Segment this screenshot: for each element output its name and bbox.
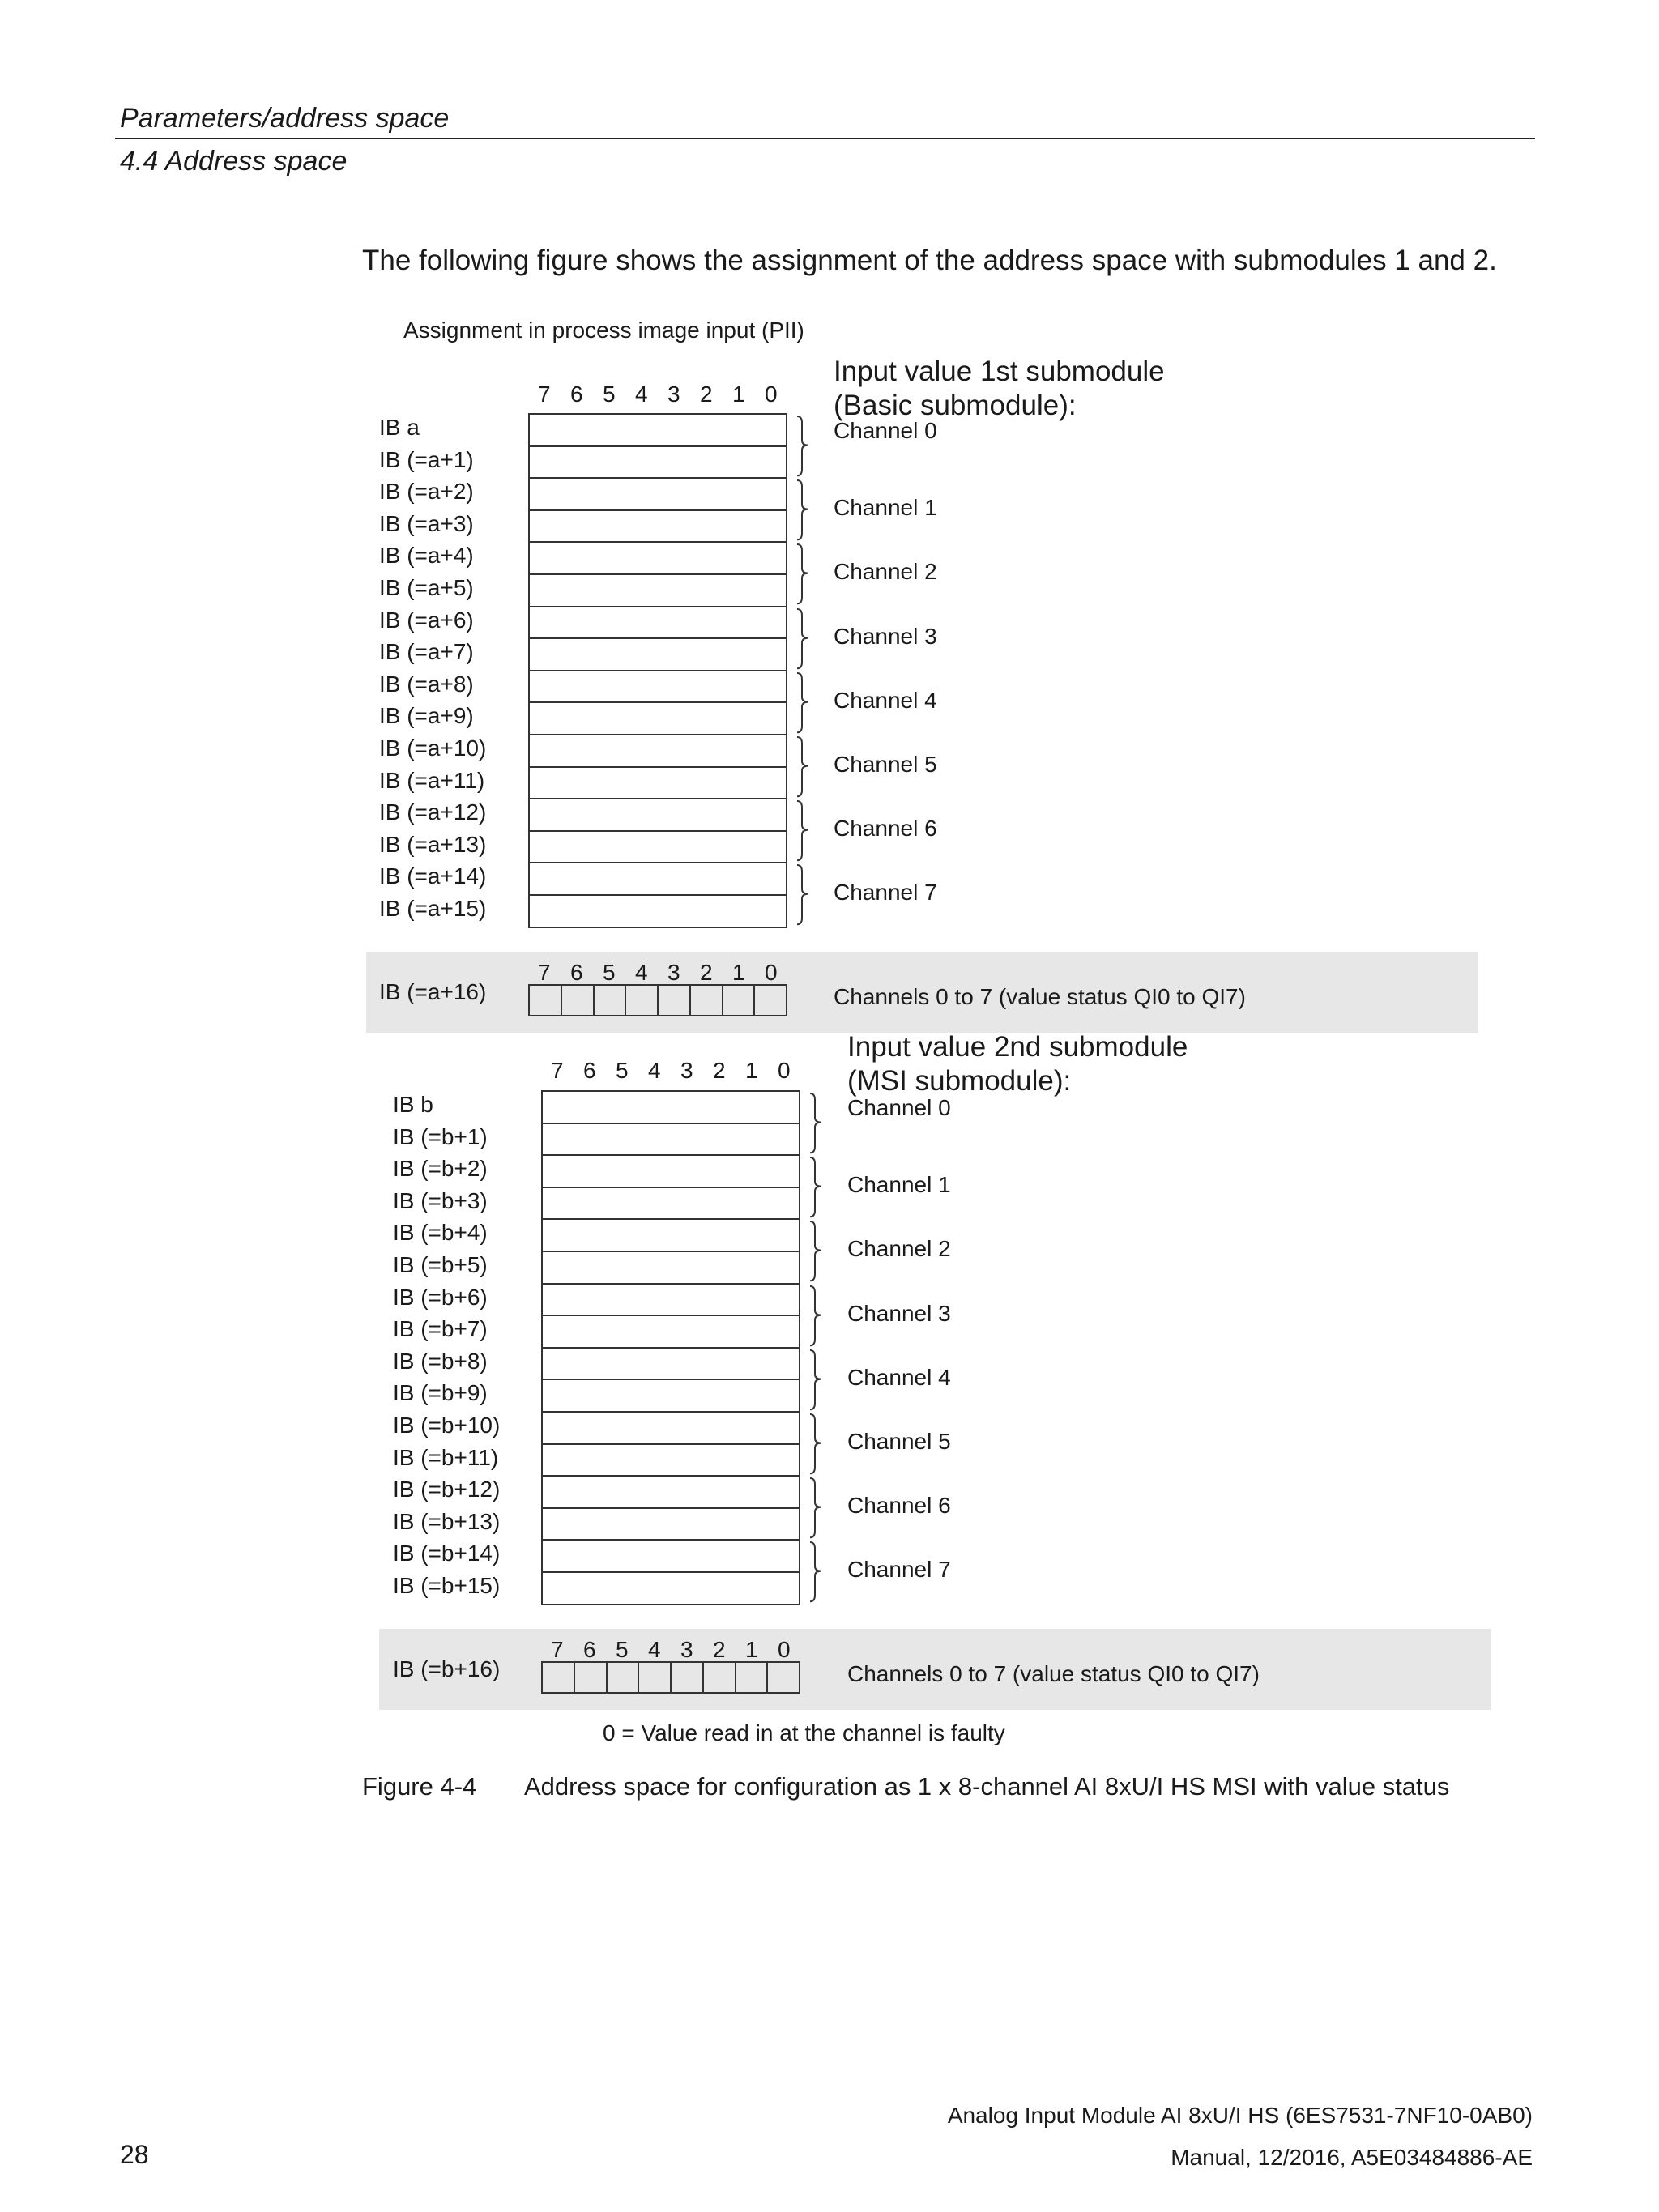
byte-address-label: IB (=a+4) [379,543,474,569]
status-bit-cell [691,986,723,1015]
byte-address-label: IB (=b+7) [393,1316,488,1342]
channel-label: Channel 6 [847,1493,951,1519]
bit-label: 6 [570,381,583,407]
bit-label: 4 [648,1058,661,1083]
byte-cell [528,734,787,768]
channel-label: Channel 4 [847,1364,951,1390]
status-bit-label: 7 [538,960,551,985]
byte-address-label: IB a [379,415,420,440]
bit-label: 2 [713,1058,726,1083]
byte-address-label: IB (=a+2) [379,479,474,505]
submodule-heading-sub: (Basic submodule): [834,390,1077,421]
byte-cell [528,670,787,704]
byte-cell [528,766,787,800]
byte-address-label: IB (=a+1) [379,446,474,472]
byte-cell [541,1154,800,1188]
status-bit-label: 1 [745,1637,758,1662]
status-description: Channels 0 to 7 (value status QI0 to QI7) [834,984,1246,1009]
bit-label: 0 [765,381,778,407]
bit-label: 7 [538,381,551,407]
status-bit-cell [608,1663,640,1692]
status-bit-cell [736,1663,769,1692]
byte-address-label: IB (=a+7) [379,639,474,665]
byte-address-label: IB (=a+8) [379,671,474,697]
byte-cell [528,701,787,735]
footer-product: Analog Input Module AI 8xU/I HS (6ES7531-7NF10-0AB0) [947,2103,1533,2128]
page-number: 28 [120,2140,149,2169]
channel-brace-icon [808,1092,825,1156]
channel-brace-icon [808,1156,825,1220]
channel-label: Channel 6 [834,816,937,842]
channel-label: Channel 7 [847,1557,951,1583]
header-rule [115,138,1535,139]
byte-address-label: IB (=a+10) [379,735,487,761]
status-bit-label: 0 [778,1637,791,1662]
byte-cell [541,1315,800,1349]
byte-cell [541,1123,800,1157]
bit-label: 4 [635,381,648,407]
byte-address-label: IB (=b+15) [393,1573,501,1598]
byte-address-label: IB (=b+6) [393,1284,488,1310]
byte-address-label: IB (=b+4) [393,1220,488,1246]
bit-label: 2 [700,381,713,407]
status-bit-label: 3 [667,960,680,985]
channel-label: Channel 0 [834,418,937,443]
byte-address-label: IB (=a+14) [379,863,487,889]
status-bit-label: 6 [583,1637,596,1662]
channel-label: Channel 4 [834,687,937,713]
channel-label: Channel 2 [847,1236,951,1262]
channel-brace-icon [808,1413,825,1477]
status-bit-cell [723,986,756,1015]
byte-address-label: IB (=a+5) [379,575,474,600]
status-bit-cell [768,1663,799,1692]
channel-label: Channel 1 [847,1172,951,1198]
byte-cell [541,1571,800,1605]
channel-brace-icon [808,1285,825,1349]
byte-address-label: IB (=b+11) [393,1444,499,1470]
channel-brace-icon [795,543,812,607]
byte-cell [528,445,787,479]
bit-label: 3 [680,1058,693,1083]
channel-brace-icon [795,799,812,863]
status-bit-label: 4 [635,960,648,985]
status-bit-label: 1 [732,960,745,985]
status-bit-cells [528,984,787,1016]
byte-address-label: IB (=a+9) [379,703,474,729]
status-bit-cell [575,1663,608,1692]
channel-brace-icon [795,671,812,735]
bit-label: 3 [667,381,680,407]
channel-label: Channel 5 [834,752,937,777]
byte-cell [528,798,787,832]
status-bit-label: 2 [713,1637,726,1662]
status-bit-label: 4 [648,1637,661,1662]
byte-address-label: IB (=b+10) [393,1413,501,1438]
byte-cell [541,1347,800,1381]
byte-address-label: IB (=b+5) [393,1252,488,1277]
byte-cell [528,541,787,575]
status-bit-cell [626,986,659,1015]
status-byte-label: IB (=a+16) [379,979,487,1004]
channel-label: Channel 3 [834,623,937,649]
byte-address-label: IB (=b+8) [393,1348,488,1374]
status-bit-cell [530,986,562,1015]
byte-cell [541,1187,800,1221]
byte-address-label: IB (=b+12) [393,1477,501,1502]
byte-address-label: IB (=a+3) [379,510,474,536]
channel-brace-icon [795,479,812,543]
byte-address-label: IB (=a+12) [379,799,487,825]
channel-brace-icon [808,1220,825,1284]
byte-cell [541,1411,800,1445]
byte-cell [528,862,787,896]
byte-cell [528,637,787,671]
byte-cell [541,1251,800,1285]
channel-label: Channel 1 [834,495,937,521]
status-bit-label: 2 [700,960,713,985]
byte-address-label: IB (=b+3) [393,1187,488,1213]
byte-cell [541,1283,800,1317]
status-bit-label: 6 [570,960,583,985]
bit-label: 7 [551,1058,564,1083]
byte-cell [541,1475,800,1509]
status-bit-label: 5 [616,1637,629,1662]
channel-label: Channel 0 [847,1095,951,1120]
byte-cell [528,573,787,607]
submodule-heading: Input value 1st submodule [834,356,1165,387]
bit-label: 0 [778,1058,791,1083]
status-bit-label: 3 [680,1637,693,1662]
byte-cell [528,477,787,511]
byte-address-label: IB (=b+9) [393,1380,488,1406]
channel-brace-icon [795,415,812,479]
status-bit-cell [639,1663,672,1692]
status-bit-label: 5 [603,960,616,985]
status-bit-cells [541,1661,800,1694]
channel-brace-icon [795,735,812,799]
figure-title: Address space for configuration as 1 x 8-channel AI 8xU/I HS MSI with value status [524,1772,1450,1801]
status-bit-label: 7 [551,1637,564,1662]
channel-brace-icon [808,1477,825,1541]
status-bit-cell [755,986,786,1015]
status-bit-label: 0 [765,960,778,985]
status-byte-label: IB (=b+16) [393,1656,501,1681]
byte-cell [541,1090,800,1124]
byte-cell [528,606,787,640]
section-title: Parameters/address space [120,103,450,134]
byte-cell [528,509,787,543]
byte-cell [541,1218,800,1252]
channel-label: Channel 3 [847,1300,951,1326]
byte-cell [528,894,787,928]
byte-address-label: IB b [393,1092,433,1117]
status-description: Channels 0 to 7 (value status QI0 to QI7) [847,1661,1260,1686]
byte-address-label: IB (=a+13) [379,831,487,857]
channel-label: Channel 7 [834,880,937,906]
channel-brace-icon [795,607,812,671]
byte-address-label: IB (=a+15) [379,896,487,921]
status-bit-cell [562,986,595,1015]
channel-brace-icon [808,1349,825,1413]
status-bit-cell [659,986,691,1015]
bit-label: 1 [745,1058,758,1083]
byte-cell [541,1379,800,1413]
channel-brace-icon [795,863,812,927]
byte-cell [541,1443,800,1477]
bit-label: 1 [732,381,745,407]
byte-cell [528,830,787,864]
pii-title: Assignment in process image input (PII) [403,318,804,343]
status-bit-cell [543,1663,575,1692]
status-bit-cell [704,1663,736,1692]
submodule-heading-sub: (MSI submodule): [847,1065,1072,1097]
byte-address-label: IB (=b+1) [393,1123,488,1149]
channel-brace-icon [808,1541,825,1605]
byte-address-label: IB (=b+14) [393,1541,501,1566]
footer-manual: Manual, 12/2016, A5E03484886-AE [1171,2145,1533,2170]
intro-text: The following figure shows the assignment of the address space with submodules 1 and 2. [362,245,1497,276]
footnote: 0 = Value read in at the channel is faulty [603,1720,1005,1745]
bit-label: 6 [583,1058,596,1083]
status-bit-cell [595,986,627,1015]
byte-address-label: IB (=b+2) [393,1156,488,1182]
bit-label: 5 [603,381,616,407]
byte-address-label: IB (=a+11) [379,767,485,793]
byte-address-label: IB (=b+13) [393,1508,501,1534]
byte-cell [541,1539,800,1573]
byte-cell [541,1507,800,1541]
channel-label: Channel 2 [834,559,937,585]
submodule-heading: Input value 2nd submodule [847,1031,1188,1063]
bit-label: 5 [616,1058,629,1083]
byte-address-label: IB (=a+6) [379,607,474,633]
channel-label: Channel 5 [847,1429,951,1454]
byte-cell [528,413,787,447]
figure-number: Figure 4-4 [362,1772,477,1801]
subsection-title: 4.4 Address space [120,146,348,177]
status-bit-cell [672,1663,704,1692]
